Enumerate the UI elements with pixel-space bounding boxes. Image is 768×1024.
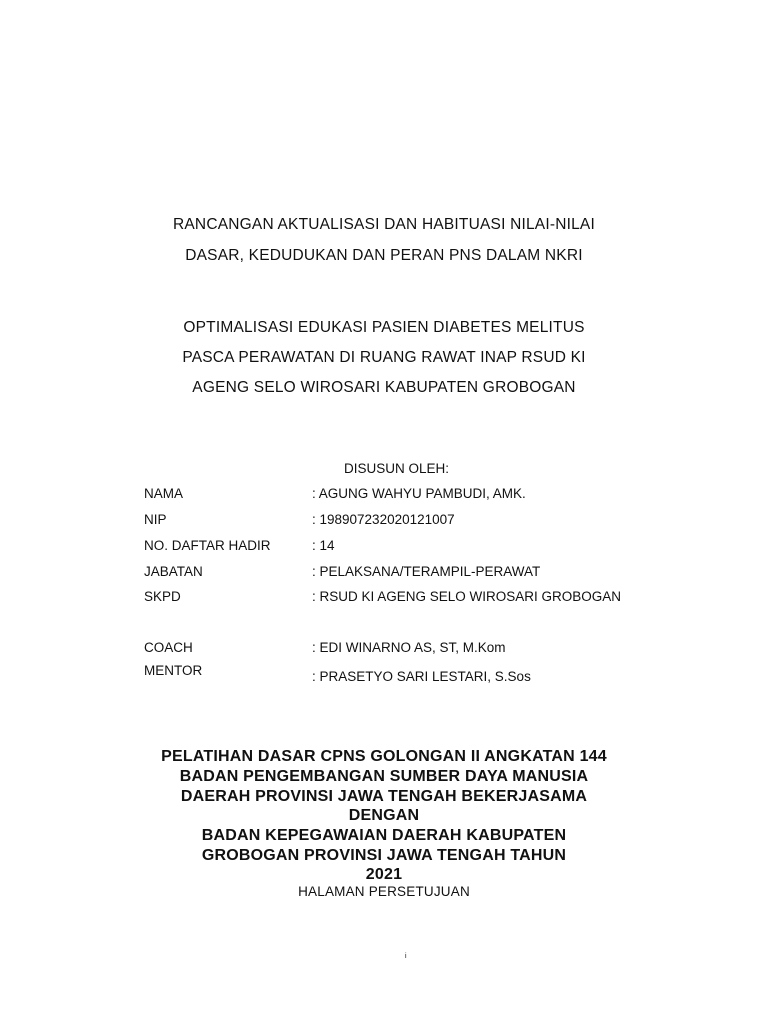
subtitle-line-2: PASCA PERAWATAN DI RUANG RAWAT INAP RSUD KI	[182, 349, 586, 366]
info-value: : 198907232020121007	[312, 512, 455, 527]
info-value: : RSUD KI AGENG SELO WIROSARI GROBOGAN	[312, 589, 622, 604]
info-label: NAMA	[144, 486, 184, 501]
institution-line-3: DAERAH PROVINSI JAWA TENGAH BEKERJASAMA	[180, 788, 588, 805]
institution-line-5: BADAN KEPEGAWAIAN DAERAH KABUPATEN	[201, 827, 567, 844]
page-number: i	[405, 953, 407, 960]
author-heading: DISUSUN OLEH:	[344, 461, 450, 476]
approval-heading: HALAMAN PERSETUJUAN	[298, 884, 470, 899]
institution-line-1: PELATIHAN DASAR CPNS GOLONGAN II ANGKATAN 144	[161, 748, 607, 765]
mentor-label: MENTOR	[144, 663, 203, 678]
info-label: NIP	[144, 512, 167, 527]
subtitle-line-3: AGENG SELO WIROSARI KABUPATEN GROBOGAN	[192, 379, 576, 396]
info-value: : AGUNG WAHYU PAMBUDI, AMK.	[312, 486, 526, 501]
institution-line-7: 2021	[365, 866, 403, 883]
title-line-2: DASAR, KEDUDUKAN DAN PERAN PNS DALAM NKRI	[185, 247, 583, 264]
title-line-1: RANCANGAN AKTUALISASI DAN HABITUASI NILAI-NILAI	[173, 216, 595, 233]
subtitle-line-1: OPTIMALISASI EDUKASI PASIEN DIABETES MELITUS	[183, 319, 585, 336]
mentor-value: : PRASETYO SARI LESTARI, S.Sos	[312, 669, 531, 684]
info-value: : PELAKSANA/TERAMPIL-PERAWAT	[312, 564, 541, 579]
coach-label: COACH	[144, 640, 193, 655]
institution-line-4: DENGAN	[348, 807, 420, 824]
institution-line-2: BADAN PENGEMBANGAN SUMBER DAYA MANUSIA	[179, 768, 589, 785]
info-label: SKPD	[144, 589, 181, 604]
institution-line-6: GROBOGAN PROVINSI JAWA TENGAH TAHUN	[201, 847, 567, 864]
coach-value: : EDI WINARNO AS, ST, M.Kom	[312, 640, 506, 655]
info-value: : 14	[312, 538, 335, 553]
info-label: NO. DAFTAR HADIR	[144, 538, 271, 553]
info-label: JABATAN	[144, 564, 203, 579]
